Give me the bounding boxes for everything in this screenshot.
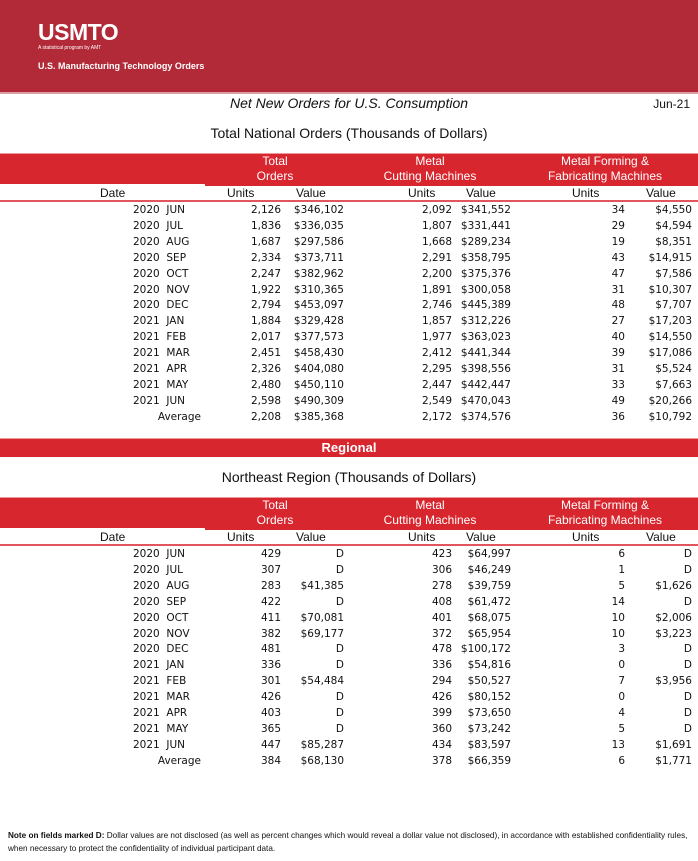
col-header-total-value: Value: [296, 530, 326, 544]
cell-total-units: 2,208: [250, 410, 281, 423]
logo-tagline: A statistical program by AMT: [38, 45, 102, 51]
cell-cutting-units: 1,977: [421, 331, 452, 344]
cell-forming-units: 40: [611, 331, 625, 344]
average-row: [0, 755, 698, 771]
table-row: [0, 331, 698, 347]
cell-cutting-value: $61,472: [467, 595, 511, 608]
cell-forming-units: 5: [618, 722, 625, 735]
cell-total-units: 382: [260, 627, 281, 640]
cell-total-units: 1,687: [250, 235, 281, 248]
table-row: [0, 395, 698, 411]
cell-total-units: 429: [260, 548, 281, 560]
cell-total-value: $453,097: [293, 299, 344, 312]
cell-total-value: $458,430: [293, 347, 344, 360]
cell-forming-units: 13: [611, 738, 625, 751]
note-label: Note on fields marked D:: [8, 831, 105, 840]
cell-forming-value: $20,266: [648, 394, 692, 407]
report-title: Net New Orders for U.S. Consumption: [229, 95, 469, 111]
cell-forming-value: $7,663: [655, 378, 692, 391]
cell-date: 2020 SEP: [133, 251, 187, 264]
cell-date: 2020 JUN: [133, 548, 186, 560]
cell-cutting-units: 1,857: [421, 315, 452, 328]
cell-forming-value: $7,707: [655, 299, 692, 312]
cell-total-value: $69,177: [300, 627, 344, 640]
regional-band: Regional: [0, 438, 698, 457]
cell-total-units: 1,922: [250, 283, 281, 296]
header-banner: [0, 0, 698, 94]
table-row: [0, 643, 698, 659]
cell-cutting-value: $66,359: [467, 754, 511, 767]
group-header-line: Orders: [256, 169, 294, 183]
cell-cutting-value: $441,344: [460, 347, 511, 360]
col-header-cutting-units: Units: [408, 186, 436, 200]
table-row: [0, 315, 698, 331]
cell-forming-units: 27: [611, 315, 625, 328]
col-header-total-units: Units: [227, 530, 255, 544]
cell-date: 2021 JAN: [133, 659, 185, 672]
cell-total-units: 403: [260, 707, 281, 719]
col-header-forming-value: Value: [646, 530, 676, 544]
cell-forming-units: 36: [611, 410, 625, 423]
average-row: [0, 411, 698, 427]
table-row: [0, 299, 698, 315]
cell-forming-value: D: [683, 548, 692, 560]
cell-cutting-units: 336: [431, 659, 452, 672]
cell-forming-units: 4: [618, 707, 625, 719]
group-header-line: Total: [262, 498, 288, 512]
cell-forming-units: 14: [611, 595, 625, 608]
cell-date: 2021 MAR: [133, 347, 190, 360]
cell-cutting-units: 278: [431, 579, 452, 592]
group-header-total: [230, 154, 320, 184]
cell-forming-units: 31: [611, 363, 625, 375]
cell-date: 2020 OCT: [133, 267, 189, 280]
cell-date: 2020 JUL: [133, 563, 184, 576]
cell-total-value: $297,586: [293, 235, 344, 248]
cell-cutting-units: 423: [431, 548, 452, 560]
cell-date: 2021 JUN: [133, 394, 186, 407]
cell-forming-value: $3,223: [655, 627, 692, 640]
cell-forming-units: 0: [618, 659, 625, 672]
cell-total-units: 384: [260, 754, 281, 767]
cell-forming-units: 39: [611, 347, 625, 360]
cell-total-value: $41,385: [300, 579, 344, 592]
cell-forming-value: $2,006: [655, 611, 692, 624]
cell-total-value: $404,080: [293, 363, 344, 375]
cell-date: 2020 JUN: [133, 204, 186, 216]
cell-total-units: 283: [260, 579, 281, 592]
cell-forming-units: 3: [618, 643, 625, 656]
cell-forming-value: D: [683, 595, 692, 608]
cell-cutting-units: 1,891: [421, 283, 452, 296]
header-rule: [0, 200, 698, 202]
table-row: [0, 580, 698, 596]
cell-forming-value: $17,086: [648, 347, 692, 360]
cell-total-value: $385,368: [293, 410, 344, 423]
group-header-forming: [540, 154, 670, 184]
cell-cutting-value: $341,552: [460, 204, 511, 216]
cell-forming-units: 34: [611, 204, 625, 216]
cell-cutting-value: $358,795: [460, 251, 511, 264]
national-section-title: Total National Orders (Thousands of Dollars): [210, 125, 488, 141]
group-header-line: Metal: [415, 498, 445, 512]
cell-total-units: 447: [260, 738, 281, 751]
cell-cutting-units: 434: [431, 738, 452, 751]
cell-forming-value: D: [683, 563, 692, 576]
group-header-line: Fabricating Machines: [547, 169, 663, 183]
cell-cutting-value: $80,152: [467, 691, 511, 704]
cell-total-units: 422: [260, 595, 281, 608]
cell-forming-value: D: [683, 707, 692, 719]
cell-total-units: 2,334: [250, 251, 281, 264]
cell-date: 2021 MAR: [133, 691, 190, 704]
cell-date: 2021 FEB: [133, 675, 187, 688]
cell-total-value: $70,081: [300, 611, 344, 624]
cell-cutting-value: $64,997: [467, 548, 511, 560]
cell-cutting-value: $300,058: [460, 283, 511, 296]
table-row: [0, 284, 698, 300]
col-header-cutting-units: Units: [408, 530, 436, 544]
group-header-line: Orders: [256, 513, 294, 527]
cell-total-value: D: [335, 595, 344, 608]
cell-forming-value: $17,203: [648, 315, 692, 328]
group-header-line: Metal Forming &: [560, 498, 650, 512]
cell-forming-value: $10,307: [648, 283, 692, 296]
cell-cutting-units: 2,412: [421, 347, 452, 360]
cell-total-value: D: [335, 707, 344, 719]
group-header-line: Cutting Machines: [383, 513, 477, 527]
cell-forming-value: $1,626: [655, 579, 692, 592]
cell-cutting-value: $445,389: [460, 299, 511, 312]
cell-date: 2020 DEC: [133, 299, 189, 312]
cell-total-value: $373,711: [293, 251, 344, 264]
cell-cutting-value: $398,556: [460, 363, 511, 375]
col-header-forming-units: Units: [572, 186, 600, 200]
cell-cutting-units: 2,295: [421, 363, 452, 375]
cell-forming-value: $8,351: [655, 235, 692, 248]
cell-forming-units: 6: [618, 754, 625, 767]
cell-forming-units: 49: [611, 394, 625, 407]
cell-forming-value: $7,586: [655, 267, 692, 280]
table-row: [0, 379, 698, 395]
cell-total-value: $310,365: [293, 283, 344, 296]
cell-forming-units: 19: [611, 235, 625, 248]
cell-forming-value: $14,915: [648, 251, 692, 264]
group-header-total: [230, 498, 320, 528]
cell-forming-value: $4,594: [655, 219, 692, 232]
cell-total-value: $54,484: [300, 675, 344, 688]
cell-total-units: 365: [260, 722, 281, 735]
cell-total-units: 2,326: [250, 363, 281, 375]
cell-total-value: $346,102: [293, 204, 344, 216]
table-row: [0, 220, 698, 236]
cell-forming-units: 31: [611, 283, 625, 296]
cell-cutting-units: 408: [431, 595, 452, 608]
table-row: [0, 347, 698, 363]
cell-forming-value: D: [683, 643, 692, 656]
cell-total-value: $329,428: [293, 315, 344, 328]
cell-forming-value: $3,956: [655, 675, 692, 688]
cell-forming-units: 6: [618, 548, 625, 560]
cell-cutting-value: $46,249: [467, 563, 511, 576]
cell-date: 2020 AUG: [133, 235, 190, 248]
cell-total-units: 1,836: [250, 219, 281, 232]
group-header-line: Total: [262, 154, 288, 168]
col-header-cutting-value: Value: [466, 530, 496, 544]
group-header-line: Cutting Machines: [383, 169, 477, 183]
cell-cutting-value: $65,954: [467, 627, 511, 640]
cell-cutting-units: 2,200: [421, 267, 452, 280]
brand-subtitle: U.S. Manufacturing Technology Orders: [38, 61, 205, 71]
cell-cutting-units: 1,807: [421, 219, 452, 232]
cell-forming-units: 0: [618, 691, 625, 704]
cell-date: 2021 JUN: [133, 738, 186, 751]
note-text: Dollar values are not disclosed (as well as percent changes which would reveal a dollar value not disclosed), in accordance with established confidentiality rules, when necessary to protect the confidentiality of individual participant data.: [8, 831, 688, 853]
table-row: [0, 612, 698, 628]
cell-cutting-value: $312,226: [460, 315, 511, 328]
cell-cutting-units: 378: [431, 754, 452, 767]
cell-forming-units: 1: [618, 563, 625, 576]
cell-total-units: 301: [260, 675, 281, 688]
table-row: [0, 691, 698, 707]
cell-date: 2020 AUG: [133, 579, 190, 592]
cell-cutting-units: 401: [431, 611, 452, 624]
cell-total-units: 426: [260, 691, 281, 704]
cell-cutting-value: $331,441: [460, 219, 511, 232]
cell-cutting-value: $375,376: [460, 267, 511, 280]
cell-forming-units: 48: [611, 299, 625, 312]
cell-cutting-units: 2,549: [421, 394, 452, 407]
cell-cutting-value: $73,650: [467, 707, 511, 719]
cell-cutting-units: 426: [431, 691, 452, 704]
cell-cutting-units: 372: [431, 627, 452, 640]
cell-date: 2021 MAY: [133, 722, 189, 735]
cell-total-value: D: [335, 722, 344, 735]
cell-date: 2020 JUL: [133, 219, 184, 232]
cell-cutting-value: $374,576: [460, 410, 511, 423]
cell-date: 2020 DEC: [133, 643, 189, 656]
cell-date: 2020 NOV: [133, 283, 190, 296]
cell-forming-units: 29: [611, 219, 625, 232]
cell-cutting-value: $39,759: [467, 579, 511, 592]
table-row: [0, 596, 698, 612]
average-label: Average: [157, 754, 201, 767]
cell-date: 2020 SEP: [133, 595, 187, 608]
cell-date: 2021 JAN: [133, 315, 185, 328]
table-row: [0, 363, 698, 379]
table-row: [0, 707, 698, 723]
cell-cutting-value: $100,172: [460, 643, 511, 656]
cell-total-units: 2,451: [250, 347, 281, 360]
table-row: [0, 236, 698, 252]
cell-forming-value: $4,550: [655, 204, 692, 216]
cell-forming-units: 33: [611, 378, 625, 391]
table-row: [0, 675, 698, 691]
cell-total-units: 2,247: [250, 267, 281, 280]
cell-total-units: 2,598: [250, 394, 281, 407]
cell-total-value: D: [335, 643, 344, 656]
cell-total-units: 2,480: [250, 378, 281, 391]
col-header-total-units: Units: [227, 186, 255, 200]
cell-forming-value: D: [683, 722, 692, 735]
cell-cutting-units: 2,746: [421, 299, 452, 312]
group-header-cutting: [370, 498, 490, 528]
cell-forming-value: D: [683, 691, 692, 704]
table-row: [0, 739, 698, 755]
cell-cutting-units: 2,092: [421, 204, 452, 216]
table-row: [0, 723, 698, 739]
table-row: [0, 204, 698, 220]
group-header-forming: [540, 498, 670, 528]
cell-forming-value: $14,550: [648, 331, 692, 344]
cell-forming-units: 5: [618, 579, 625, 592]
cell-total-value: D: [335, 691, 344, 704]
cell-total-units: 2,126: [250, 204, 281, 216]
group-header-line: Metal: [415, 154, 445, 168]
cell-date: 2021 FEB: [133, 331, 187, 344]
cell-cutting-value: $83,597: [467, 738, 511, 751]
usmto-logo: USMTO: [38, 19, 119, 45]
cell-forming-units: 7: [618, 675, 625, 688]
cell-total-value: $85,287: [300, 738, 344, 751]
cell-cutting-value: $289,234: [460, 235, 511, 248]
table-row: [0, 252, 698, 268]
table-row: [0, 659, 698, 675]
group-header-cutting: [370, 154, 490, 184]
cell-cutting-units: 306: [431, 563, 452, 576]
cell-forming-value: $5,524: [655, 363, 692, 375]
cell-total-value: $377,573: [293, 331, 344, 344]
cell-date: 2021 APR: [133, 363, 188, 375]
cell-cutting-units: 294: [431, 675, 452, 688]
cell-cutting-units: 399: [431, 707, 452, 719]
col-header-cutting-value: Value: [466, 186, 496, 200]
cell-total-units: 2,017: [250, 331, 281, 344]
report-period: Jun-21: [653, 97, 690, 111]
cell-forming-units: 47: [611, 267, 625, 280]
cell-cutting-units: 2,447: [421, 378, 452, 391]
cell-cutting-value: $54,816: [467, 659, 511, 672]
cell-date: 2021 APR: [133, 707, 188, 719]
cell-total-value: D: [335, 548, 344, 560]
cell-cutting-units: 2,172: [421, 410, 452, 423]
cell-cutting-value: $442,447: [460, 378, 511, 391]
table-row: [0, 564, 698, 580]
col-header-forming-units: Units: [572, 530, 600, 544]
cell-date: 2020 NOV: [133, 627, 190, 640]
cell-total-units: 2,794: [250, 299, 281, 312]
cell-total-value: $450,110: [293, 378, 344, 391]
col-header-date: Date: [100, 186, 126, 200]
cell-cutting-units: 478: [431, 643, 452, 656]
table-row: [0, 628, 698, 644]
cell-total-units: 1,884: [250, 315, 281, 328]
col-header-date: Date: [100, 530, 126, 544]
cell-forming-value: $1,691: [655, 738, 692, 751]
cell-total-value: D: [335, 659, 344, 672]
cell-cutting-units: 1,668: [421, 235, 452, 248]
cell-cutting-units: 360: [431, 722, 452, 735]
cell-cutting-value: $73,242: [467, 722, 511, 735]
cell-forming-value: $10,792: [648, 410, 692, 423]
cell-forming-units: 10: [611, 611, 625, 624]
header-rule: [0, 544, 698, 546]
cell-cutting-value: $68,075: [467, 611, 511, 624]
cell-total-units: 307: [260, 563, 281, 576]
col-header-total-value: Value: [296, 186, 326, 200]
cell-total-value: D: [335, 563, 344, 576]
cell-cutting-units: 2,291: [421, 251, 452, 264]
cell-total-units: 336: [260, 659, 281, 672]
cell-date: 2020 OCT: [133, 611, 189, 624]
cell-total-value: $336,035: [293, 219, 344, 232]
cell-total-value: $68,130: [300, 754, 344, 767]
cell-cutting-value: $470,043: [460, 394, 511, 407]
cell-cutting-value: $50,527: [467, 675, 511, 688]
cell-total-value: $490,309: [293, 394, 344, 407]
cell-forming-units: 43: [611, 251, 625, 264]
cell-forming-value: $1,771: [655, 754, 692, 767]
confidentiality-note: [8, 829, 693, 855]
average-label: Average: [157, 410, 201, 423]
group-header-line: Fabricating Machines: [547, 513, 663, 527]
regional-section-title: Northeast Region (Thousands of Dollars): [221, 469, 477, 485]
table-row: [0, 548, 698, 564]
cell-total-value: $382,962: [293, 267, 344, 280]
cell-cutting-value: $363,023: [460, 331, 511, 344]
cell-total-units: 411: [260, 611, 281, 624]
cell-date: 2021 MAY: [133, 378, 189, 391]
cell-forming-value: D: [683, 659, 692, 672]
cell-total-units: 481: [260, 643, 281, 656]
col-header-forming-value: Value: [646, 186, 676, 200]
cell-forming-units: 10: [611, 627, 625, 640]
table-row: [0, 268, 698, 284]
group-header-line: Metal Forming &: [560, 154, 650, 168]
